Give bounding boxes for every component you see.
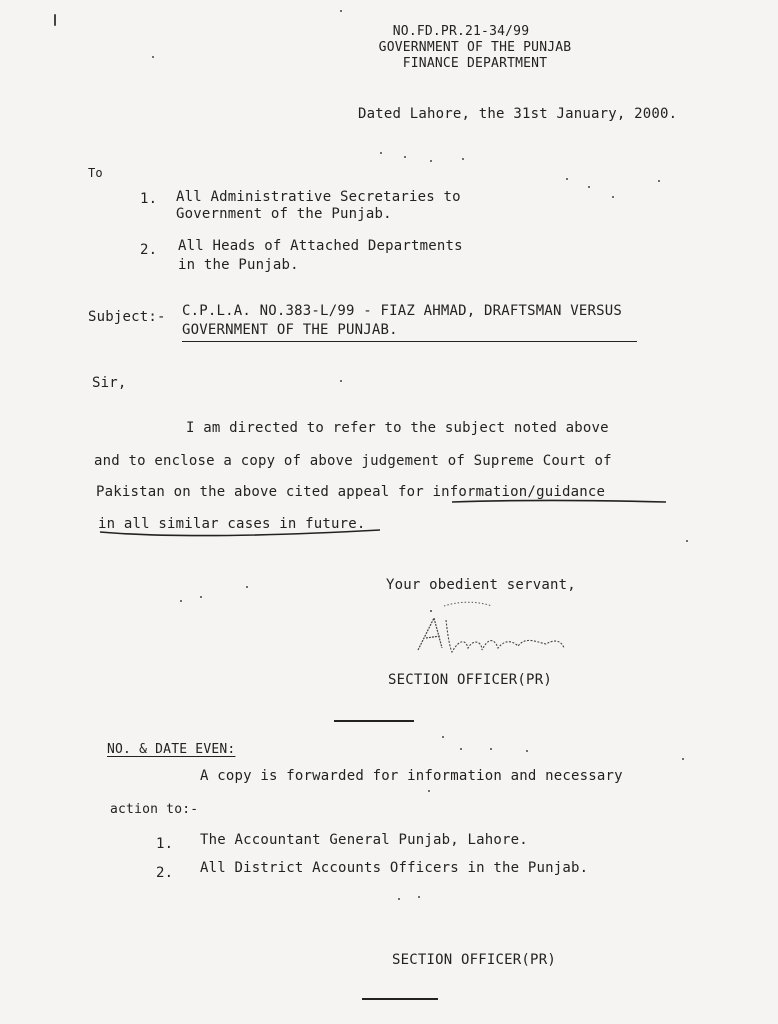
scan-speck [380,152,382,154]
endorsement-label: NO. & DATE EVEN: [107,742,236,757]
scan-speck [430,160,432,162]
scan-speck [340,10,342,12]
scan-speck [658,180,660,182]
recipient-2-text: All District Accounts Officers in the Punjab. [200,860,589,876]
endorsement-line-2: action to:- [110,802,199,817]
body-line-1: I am directed to refer to the subject noted above [186,420,609,436]
scan-speck [460,748,462,750]
scan-speck [612,196,614,198]
scan-speck [418,896,420,898]
scan-speck [180,600,182,602]
endorsement-line-1: A copy is forwarded for information and necessary [200,768,623,784]
government-heading: GOVERNMENT OF THE PUNJAB [378,40,572,55]
bottom-separator-line [362,998,438,1000]
recipient-1-number: 1. [156,836,174,852]
scan-speck [682,758,684,760]
addressee-1-line2: Government of the Punjab. [176,206,392,222]
date-line: Dated Lahore, the 31st January, 2000. [358,106,678,122]
scan-speck [152,56,154,58]
recipient-2-number: 2. [156,865,174,881]
subject-label: Subject:- [88,309,166,325]
endorsement-signatory: SECTION OFFICER(PR) [392,952,556,968]
scan-speck [566,178,568,180]
addressee-2-number: 2. [140,242,158,258]
reference-number: NO.FD.PR.21-34/99 [392,24,530,39]
scan-speck [686,540,688,542]
signatory-title: SECTION OFFICER(PR) [388,672,552,688]
scan-speck [398,898,400,900]
scan-speck [462,158,464,160]
body-line-3: Pakistan on the above cited appeal for information/guidance [96,484,606,500]
department-heading: FINANCE DEPARTMENT [402,56,548,71]
scan-speck [526,750,528,752]
recipient-1-text: The Accountant General Punjab, Lahore. [200,832,528,848]
scan-speck [430,610,432,612]
scan-speck [246,586,248,588]
signature [396,598,576,668]
addressee-1-number: 1. [140,191,158,207]
addressee-2-line2: in the Punjab. [178,257,299,273]
salutation: Sir, [92,375,127,391]
scan-speck [588,186,590,188]
scan-speck [200,596,202,598]
subject-line-2: GOVERNMENT OF THE PUNJAB. [182,322,398,338]
scan-speck [428,790,430,792]
valediction: Your obedient servant, [386,577,576,593]
to-label: To [88,166,103,180]
subject-underline [182,341,637,342]
subject-line-1: C.P.L.A. NO.383-L/99 - FIAZ AHMAD, DRAFTSMAN VERSUS [182,303,623,319]
scan-speck [490,748,492,750]
scan-mark [54,14,56,26]
handwritten-underline [90,496,690,546]
scan-speck [442,736,444,738]
scan-speck [340,380,342,382]
addressee-1-line1: All Administrative Secretaries to [176,189,461,205]
addressee-2-line1: All Heads of Attached Departments [178,238,463,254]
body-line-4: in all similar cases in future. [98,516,366,532]
scan-speck [404,156,406,158]
body-line-2: and to enclose a copy of above judgement of Supreme Court of [94,453,612,469]
separator-line [334,720,414,722]
